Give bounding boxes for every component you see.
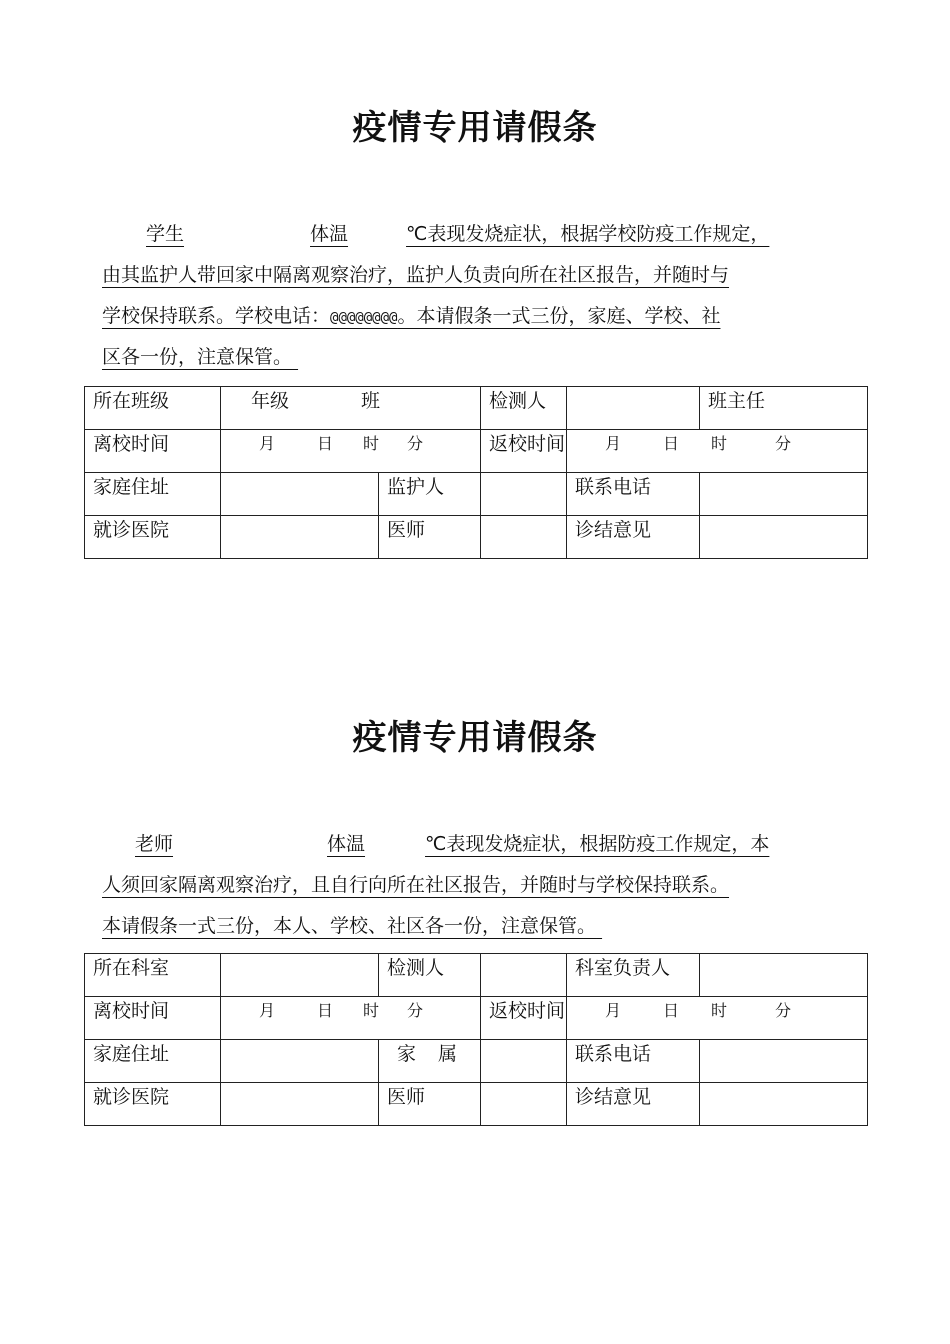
hospital-field[interactable] xyxy=(221,516,379,559)
temperature-label: 体温 xyxy=(327,833,366,855)
form1-line3: 学校保持联系。学校电话：@@@@@@@@。本请假条一式三份，家庭、学校、社 xyxy=(102,305,721,327)
form2-title: 疫情专用请假条 xyxy=(352,718,598,758)
form2-body xyxy=(102,824,848,947)
inspector-field[interactable] xyxy=(567,387,700,430)
diagnosis-label: 诊结意见 xyxy=(567,516,700,559)
student-label: 学生 xyxy=(146,223,185,245)
table-row xyxy=(85,997,868,1040)
inspector-label: 检测人 xyxy=(481,387,567,430)
address-field[interactable] xyxy=(221,473,379,516)
dept-head-label: 科室负责人 xyxy=(567,954,700,997)
diagnosis-field[interactable] xyxy=(700,1083,868,1126)
guardian-field[interactable] xyxy=(481,473,567,516)
return-time-label: 返校时间 xyxy=(481,430,567,473)
form1-body xyxy=(102,214,848,378)
form2-line3: 本请假条一式三份，本人、学校、社区各一份，注意保管。 xyxy=(102,915,597,937)
leave-time-label: 离校时间 xyxy=(85,430,221,473)
contact-phone-label: 联系电话 xyxy=(567,1040,700,1083)
leave-time-field[interactable]: 月 日 时 分 xyxy=(221,997,481,1040)
table-row xyxy=(85,430,868,473)
form1-title: 疫情专用请假条 xyxy=(352,108,598,148)
contact-phone-field[interactable] xyxy=(700,1040,868,1083)
hospital-label: 就诊医院 xyxy=(85,516,221,559)
department-field[interactable] xyxy=(221,954,379,997)
table-row xyxy=(85,516,868,559)
table-row xyxy=(85,1083,868,1126)
school-phone: @@@@@@@@ xyxy=(330,310,398,326)
form2-line1: 老师 体温 ℃表现发烧症状，根据防疫工作规定，本 xyxy=(135,833,770,855)
doctor-label: 医师 xyxy=(379,516,481,559)
address-label: 家庭住址 xyxy=(85,473,221,516)
family-label: 家 属 xyxy=(379,1040,481,1083)
class-field[interactable]: 年级 班 xyxy=(221,387,481,430)
leave-time-label: 离校时间 xyxy=(85,997,221,1040)
guardian-label: 监护人 xyxy=(379,473,481,516)
form1-line2: 由其监护人带回家中隔离观察治疗，监护人负责向所在社区报告，并随时与 xyxy=(102,264,730,286)
teacher-label: 老师 xyxy=(135,833,174,855)
table-row xyxy=(85,1040,868,1083)
department-label: 所在科室 xyxy=(85,954,221,997)
hospital-field[interactable] xyxy=(221,1083,379,1126)
temperature-label: 体温 xyxy=(310,223,349,245)
head-teacher-label: 班主任 xyxy=(700,387,868,430)
class-label: 所在班级 xyxy=(85,387,221,430)
diagnosis-label: 诊结意见 xyxy=(567,1083,700,1126)
doctor-field[interactable] xyxy=(481,1083,567,1126)
contact-phone-field[interactable] xyxy=(700,473,868,516)
return-time-field[interactable]: 月 日 时 分 xyxy=(567,430,868,473)
table-row xyxy=(85,954,868,997)
inspector-field[interactable] xyxy=(481,954,567,997)
form1-table xyxy=(84,386,868,559)
form2-line2: 人须回家隔离观察治疗，且自行向所在社区报告，并随时与学校保持联系。 xyxy=(102,874,730,896)
diagnosis-field[interactable] xyxy=(700,516,868,559)
doctor-field[interactable] xyxy=(481,516,567,559)
address-field[interactable] xyxy=(221,1040,379,1083)
leave-time-field[interactable]: 月 日 时 分 xyxy=(221,430,481,473)
table-row xyxy=(85,387,868,430)
table-row xyxy=(85,473,868,516)
form1-line1: 学生 体温 ℃表现发烧症状，根据学校防疫工作规定， xyxy=(146,223,770,245)
return-time-label: 返校时间 xyxy=(481,997,567,1040)
address-label: 家庭住址 xyxy=(85,1040,221,1083)
dept-head-field[interactable] xyxy=(700,954,868,997)
form2-table xyxy=(84,953,868,1126)
family-field[interactable] xyxy=(481,1040,567,1083)
hospital-label: 就诊医院 xyxy=(85,1083,221,1126)
return-time-field[interactable]: 月 日 时 分 xyxy=(567,997,868,1040)
doctor-label: 医师 xyxy=(379,1083,481,1126)
form1-line4: 区各一份，注意保管。 xyxy=(102,346,293,368)
inspector-label: 检测人 xyxy=(379,954,481,997)
contact-phone-label: 联系电话 xyxy=(567,473,700,516)
